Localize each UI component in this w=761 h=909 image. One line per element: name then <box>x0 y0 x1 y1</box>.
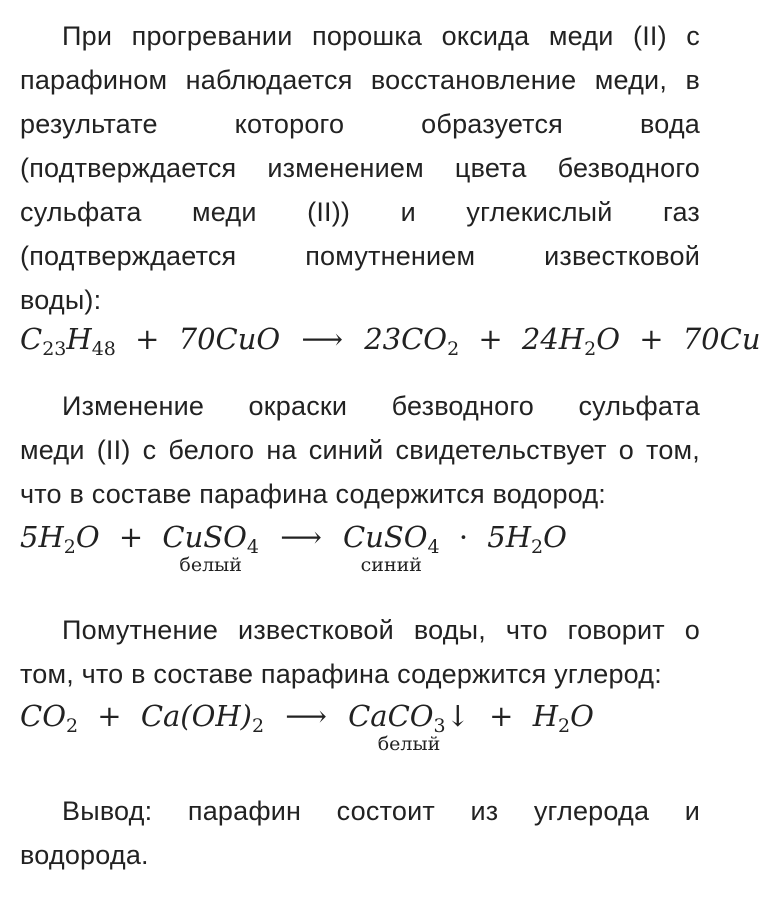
eq-term: H <box>66 322 92 356</box>
text-line: что в составе парафина содержится водород: <box>20 479 607 509</box>
plus-sign: + <box>97 699 122 733</box>
precipitate-arrow: ↓ <box>445 699 470 733</box>
eq-subscript: 3 <box>433 715 446 737</box>
eq-subscript: 23 <box>42 338 67 360</box>
eq-term: 5H <box>20 520 64 554</box>
text-line: Изменение окраски безводного сульфата <box>62 391 700 421</box>
eq-term: 70Cu <box>682 322 761 356</box>
eq-term: 70CuO <box>178 322 281 356</box>
eq-term: O <box>596 322 620 356</box>
eq-term: CuSO <box>162 520 247 554</box>
text-line: меди (II) с белого на синий свидетельствует о том, <box>20 435 700 465</box>
eq-subscript: 2 <box>447 338 460 360</box>
text-line: водорода. <box>20 840 149 870</box>
color-label-blue: синий <box>360 554 422 576</box>
eq-subscript: 2 <box>584 338 597 360</box>
eq-labeled-term <box>348 699 470 755</box>
plus-sign: + <box>118 520 144 554</box>
color-label-white: белый <box>377 733 441 755</box>
eq-subscript: 2 <box>251 715 265 737</box>
text-line: (подтверждается изменением цвета безводного <box>20 153 700 183</box>
reaction-arrow: ⟶ <box>280 520 322 554</box>
text-line: том, что в составе парафина содержится углерод: <box>20 659 662 689</box>
text-line: воды): <box>20 285 102 315</box>
plus-sign: + <box>639 322 664 356</box>
text-line: При прогревании порошка оксида меди (II) с <box>62 21 700 51</box>
eq-term: 5H <box>487 520 532 554</box>
eq-labeled-term <box>162 520 259 576</box>
eq-term: O <box>543 520 567 554</box>
eq-subscript: 4 <box>427 536 440 558</box>
eq-subscript: 4 <box>246 536 259 558</box>
plus-sign: + <box>135 322 160 356</box>
equation-copper-sulfate-hydrate <box>20 520 567 576</box>
dot-operator: · <box>458 520 469 554</box>
eq-term: CuSO <box>343 520 428 554</box>
eq-term: CaCO <box>348 699 434 733</box>
text-line: результате которого образуется вода <box>20 109 700 139</box>
eq-term: O <box>75 520 100 554</box>
text-line: сульфата меди (II)) и углекислый газ <box>20 197 700 227</box>
eq-term: O <box>570 699 594 733</box>
text-line: Помутнение известковой воды, что говорит о <box>62 615 700 645</box>
text-line: (подтверждается помутнением известковой <box>20 241 700 271</box>
paragraph-hydrogen <box>20 384 700 516</box>
eq-term: C <box>20 322 43 356</box>
eq-subscript: 2 <box>65 715 79 737</box>
text-line: парафином наблюдается восстановление меди, в <box>20 65 700 95</box>
equation-paraffin-oxidation <box>20 322 761 360</box>
eq-subscript: 2 <box>63 536 76 558</box>
eq-subscript: 2 <box>558 715 571 737</box>
eq-term: Ca(OH) <box>140 699 252 733</box>
eq-labeled-term <box>343 520 440 576</box>
paragraph-conclusion <box>20 789 700 877</box>
equation-lime-water <box>20 699 594 755</box>
eq-term: H <box>532 699 558 733</box>
reaction-arrow: ⟶ <box>301 322 343 356</box>
plus-sign: + <box>489 699 514 733</box>
paragraph-intro <box>20 14 700 322</box>
eq-subscript: 2 <box>531 536 544 558</box>
color-label-white: белый <box>179 554 242 576</box>
eq-subscript: 48 <box>91 338 116 360</box>
plus-sign: + <box>478 322 503 356</box>
eq-term: 23CO <box>364 322 448 356</box>
text-line: Вывод: парафин состоит из углерода и <box>62 796 700 826</box>
eq-term: CO <box>20 699 66 733</box>
eq-term: 24H <box>521 322 585 356</box>
reaction-arrow: ⟶ <box>285 699 327 733</box>
paragraph-carbon <box>20 608 700 696</box>
